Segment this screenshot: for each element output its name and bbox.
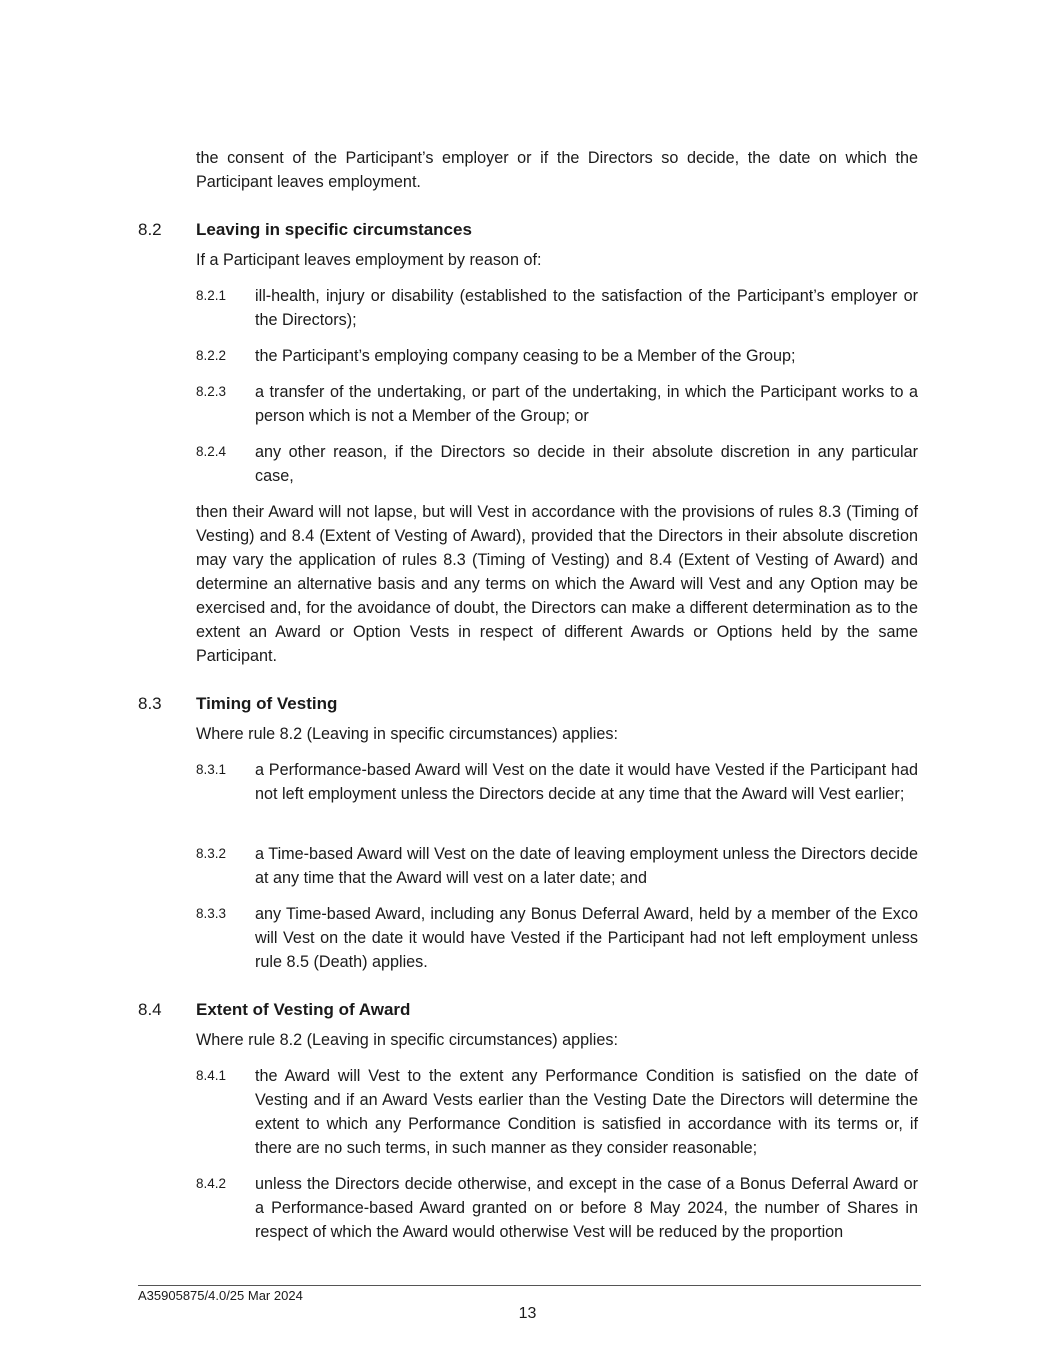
item-8-2-4-number: 8.2.4	[196, 444, 227, 459]
item-8-4-2-text: unless the Directors decide otherwise, and except in the case of a Bonus Deferral Award or a Performance-based Award granted on or before 8 May 2024, the number of Shares in respect of which the Award would otherwise Vest will be reduced by the proportion	[255, 1175, 918, 1241]
item-8-2-4-text: any other reason, if the Directors so decide in their absolute discretion in any particular case,	[255, 443, 918, 485]
section-8-3-title: Timing of Vesting	[196, 694, 338, 713]
footer-divider	[138, 1285, 921, 1286]
item-8-2-3-number: 8.2.3	[196, 384, 227, 399]
section-8-4-title: Extent of Vesting of Award	[196, 1000, 411, 1019]
section-8-2-number: 8.2	[138, 220, 162, 239]
item-8-3-2-number: 8.3.2	[196, 846, 227, 861]
section-8-2-closing-paragraph: then their Award will not lapse, but will Vest in accordance with the provisions of rules 8.3 (Timing of Vesting) and 8.4 (Extent of Vesting of Award), provided that the Directors in their absolute discretion may vary the application of rules 8.3 (Timing of Vesting) and 8.4 (Extent of Vesting of Award) and determine an alternative basis and any terms on which the Award will Vest and any Option may be exercised and, for the avoidance of doubt, the Directors can make a different determination as to the extent an Award or Option Vests in respect of different Awards or Options held by the same Participant.	[196, 503, 918, 665]
intro-paragraph: the consent of the Participant’s employer or if the Directors so decide, the date on which the Participant leaves employment.	[196, 149, 918, 191]
section-8-2-title: Leaving in specific circumstances	[196, 220, 472, 239]
section-8-4-number: 8.4	[138, 1000, 162, 1019]
item-8-4-1-number: 8.4.1	[196, 1068, 227, 1083]
section-8-2-lead: If a Participant leaves employment by reason of:	[196, 251, 542, 269]
item-8-3-1-text: a Performance-based Award will Vest on the date it would have Vested if the Participant had not left employment unless the Directors decide at any time that the Award will Vest earlier;	[255, 761, 918, 803]
item-8-2-3-text: a transfer of the undertaking, or part of the undertaking, in which the Participant works to a person which is not a Member of the Group; or	[255, 383, 918, 425]
section-8-4-lead: Where rule 8.2 (Leaving in specific circumstances) applies:	[196, 1031, 618, 1049]
item-8-2-1-number: 8.2.1	[196, 288, 227, 303]
item-8-2-1-text: ill-health, injury or disability (established to the satisfaction of the Participant’s employer or the Directors);	[255, 287, 918, 329]
item-8-3-1-number: 8.3.1	[196, 762, 227, 777]
item-8-4-1-text: the Award will Vest to the extent any Performance Condition is satisfied on the date of Vesting and if an Award Vests earlier than the Vesting Date the Directors will determine the extent to which any Performance Condition is satisfied in accordance with its terms or, if there are no such terms, in such manner as they consider reasonable;	[255, 1067, 918, 1157]
section-8-3-number: 8.3	[138, 694, 162, 713]
item-8-2-2-text: the Participant’s employing company ceasing to be a Member of the Group;	[255, 347, 796, 365]
item-8-4-2-number: 8.4.2	[196, 1176, 227, 1191]
item-8-3-2-text: a Time-based Award will Vest on the date of leaving employment unless the Directors decide at any time that the Award will vest on a later date; and	[255, 845, 918, 887]
section-8-3-lead: Where rule 8.2 (Leaving in specific circumstances) applies:	[196, 725, 618, 743]
item-8-3-3-number: 8.3.3	[196, 906, 227, 921]
item-8-2-2-number: 8.2.2	[196, 348, 227, 363]
footer-document-reference: A35905875/4.0/25 Mar 2024	[138, 1288, 303, 1303]
page-number: 13	[518, 1305, 537, 1322]
item-8-3-3-text: any Time-based Award, including any Bonus Deferral Award, held by a member of the Exco will Vest on the date it would have Vested if the Participant had not left employment unless rule 8.5 (Death) applies.	[255, 905, 918, 971]
